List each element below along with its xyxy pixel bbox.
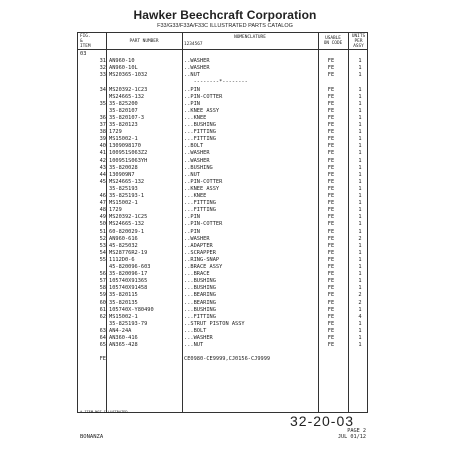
cell-units-per-assy: 1: [358, 150, 362, 157]
cell-usable-code: FE: [327, 221, 335, 228]
cell-item: 37: [99, 122, 106, 128]
cell-usable-code: FE: [327, 249, 335, 256]
col-part-number-header: PART NUMBER: [129, 39, 159, 44]
cell-usable-code: FE: [327, 157, 335, 164]
cell-item: 46: [99, 193, 106, 199]
cell-usable-code: FE: [327, 72, 335, 79]
cell-part-number: 35-820107-3: [109, 114, 145, 121]
cell-item: 33: [99, 72, 106, 79]
cell-nomenclature: ..PIN-COTTER: [184, 178, 223, 185]
cell-nomenclature: ..NUT: [184, 171, 200, 178]
cell-usable-code: FE: [327, 65, 335, 72]
cell-usable-code: FE: [327, 129, 335, 136]
cell-part-number: 105740X91458: [109, 285, 148, 292]
cell-nomenclature: ..PIN: [184, 100, 200, 107]
cell-part-number: 35-820135: [109, 299, 138, 306]
cell-part-number: 1729: [109, 207, 122, 214]
cell-nomenclature: ..STRUT PISTON ASSY: [184, 320, 245, 327]
cell-nomenclature: ...FITTING: [184, 200, 216, 207]
cell-item: 61: [99, 306, 106, 313]
cell-units-per-assy: 2: [358, 235, 362, 242]
cell-units-per-assy: 1: [358, 86, 362, 93]
cell-nomenclature: ...BUSHING: [184, 278, 216, 285]
cell-nomenclature: ..RING-SNAP: [184, 256, 220, 263]
cell-part-number: MS20392-1C23: [109, 86, 148, 93]
header-divider: [78, 49, 367, 50]
cell-nomenclature: ..PIN: [184, 228, 200, 235]
cell-nomenclature: ...BUSHING: [184, 306, 216, 313]
cell-units-per-assy: 1: [358, 221, 362, 228]
table-row: [78, 214, 369, 221]
cell-units-per-assy: 1: [358, 143, 362, 150]
cell-usable-code: FE: [327, 178, 335, 185]
cell-part-number: MS15002-1: [109, 136, 138, 143]
cell-item: 34: [99, 86, 106, 93]
cell-units-per-assy: 1: [358, 157, 362, 164]
cell-item: 48: [99, 207, 106, 214]
cell-item: 58: [99, 285, 106, 292]
cell-usable-code: FE: [327, 278, 335, 285]
table-row: [78, 101, 369, 108]
cell-units-per-assy: 1: [358, 256, 362, 263]
cell-units-per-assy: 1: [358, 93, 362, 100]
cell-units-per-assy: 1: [358, 122, 362, 128]
table-row: [78, 257, 369, 264]
cell-item: 53: [99, 242, 106, 249]
cell-usable-code: FE: [327, 242, 335, 249]
cell-part-number: AN365-428: [109, 342, 138, 349]
cell-units-per-assy: 1: [358, 65, 362, 72]
cell-part-number: AN960-616: [109, 235, 138, 242]
col-units-header: UNITS: [351, 34, 366, 39]
cell-item: 43: [99, 164, 106, 171]
cell-part-number: 45-825032: [109, 242, 138, 249]
cell-item: 50: [99, 221, 106, 228]
cell-part-number: 35-820115: [109, 292, 138, 299]
cell-item: 51: [99, 228, 106, 235]
table-row: [78, 87, 369, 94]
cell-nomenclature: ..PIN-COTTER: [184, 93, 223, 100]
table-row: [78, 229, 369, 236]
cell-nomenclature: ..BUSHING: [184, 164, 213, 171]
cell-item: 42: [99, 157, 106, 164]
cell-usable-code: FE: [327, 150, 335, 157]
cell-nomenclature: --------*--------: [184, 79, 248, 86]
table-row: [78, 165, 369, 172]
cell-part-number: 1112D0-6: [109, 256, 135, 263]
table-row: [78, 179, 369, 186]
table-row: [78, 250, 369, 257]
cell-usable-code: FE: [327, 292, 335, 299]
cell-units-per-assy: 2: [358, 292, 362, 299]
cell-item: 39: [99, 136, 106, 143]
cell-part-number: 100951S063Z2: [109, 150, 148, 157]
col-item-header: ITEM: [80, 44, 91, 49]
cell-part-number: 35-820028: [109, 164, 138, 171]
table-row: [78, 236, 369, 243]
cell-units-per-assy: 1: [358, 306, 362, 313]
cell-usable-code: FE: [327, 193, 335, 199]
cell-nomenclature: ..BOLT: [184, 143, 204, 150]
cell-units-per-assy: 1: [358, 193, 362, 199]
cell-units-per-assy: 1: [358, 242, 362, 249]
cell-nomenclature: ...NUT: [184, 342, 204, 349]
cell-part-number: 35-820107: [109, 107, 138, 114]
cell-part-number: 130909N7: [109, 171, 135, 178]
cell-part-number: 35-825193-1: [109, 193, 145, 199]
cell-usable-code: FE: [327, 114, 335, 121]
cell-item: 60: [99, 299, 106, 306]
table-row: [78, 186, 369, 193]
cell-usable-code: FE: [327, 185, 335, 192]
cell-units-per-assy: 1: [358, 264, 362, 270]
cell-usable-code: FE: [327, 214, 335, 221]
cell-nomenclature: CE0980-CE9999,CJ0156-CJ9999: [184, 356, 271, 363]
cell-item: 65: [99, 342, 106, 349]
cell-units-per-assy: 1: [358, 72, 362, 79]
cell-part-number: 105740X91365: [109, 278, 148, 285]
cell-usable-code: FE: [327, 136, 335, 143]
cell-item: 45: [99, 178, 106, 185]
cell-usable-code: FE: [327, 342, 335, 349]
cell-item: 64: [99, 335, 106, 341]
cell-item: 49: [99, 214, 106, 221]
cell-item: 54: [99, 249, 106, 256]
table-row: [78, 243, 369, 250]
indent-scale: 1234567: [184, 42, 203, 47]
cell-item: 63: [99, 327, 106, 334]
cell-item: 57: [99, 278, 106, 285]
cell-part-number: MS15002-1: [109, 313, 138, 320]
cell-usable-code: FE: [327, 207, 335, 214]
table-row: [78, 221, 369, 228]
cell-nomenclature: ..NUT: [184, 72, 200, 79]
cell-usable-code: FE: [327, 285, 335, 292]
table-row: [78, 122, 369, 129]
table-row: [78, 115, 369, 122]
cell-nomenclature: ...KNEE: [184, 114, 207, 121]
cell-units-per-assy: 1: [358, 249, 362, 256]
cell-part-number: 35-820096-17: [109, 271, 148, 278]
cell-part-number: MS24665-132: [109, 93, 145, 100]
table-row: [78, 207, 369, 214]
cell-units-per-assy: 1: [358, 185, 362, 192]
cell-nomenclature: ..WASHER: [184, 157, 210, 164]
col-fig-and: &: [80, 39, 83, 44]
cell-nomenclature: ...BEARING: [184, 299, 216, 306]
cell-nomenclature: ..WASHER: [184, 150, 210, 157]
cell-usable-code: FE: [327, 164, 335, 171]
cell-part-number: 1729: [109, 129, 122, 136]
cell-units-per-assy: 1: [358, 200, 362, 207]
cell-item: 31: [99, 58, 106, 65]
table-row: [78, 79, 369, 86]
cell-usable-code: FE: [327, 320, 335, 327]
cell-item: 32: [99, 65, 106, 72]
table-row: [78, 200, 369, 207]
cell-units-per-assy: 4: [358, 313, 362, 320]
cell-units-per-assy: 1: [358, 278, 362, 285]
cell-units-per-assy: 2: [358, 299, 362, 306]
table-row: [78, 129, 369, 136]
table-row: [78, 65, 369, 72]
col-per-header: PER: [354, 39, 363, 44]
table-row: [78, 72, 369, 79]
table-row: [78, 335, 369, 342]
catalog-subtitle: F33/G33/F33A/F33C ILLUSTRATED PARTS CATALOG: [157, 23, 293, 29]
col-nomenclature-header: NOMENCLATURE: [234, 35, 266, 40]
revision-date: JUL 01/12: [337, 434, 366, 440]
cell-nomenclature: ...BOLT: [184, 327, 207, 334]
cell-item: 47: [99, 200, 106, 207]
table-row: [78, 285, 369, 292]
cell-units-per-assy: 1: [358, 136, 362, 143]
cell-part-number: 35-820123: [109, 122, 138, 128]
cell-item: 41: [99, 150, 106, 157]
table-row: [78, 143, 369, 150]
cell-units-per-assy: 1: [358, 207, 362, 214]
cell-item: 35: [99, 100, 106, 107]
cell-units-per-assy: 1: [358, 271, 362, 278]
table-row: [78, 158, 369, 165]
cell-nomenclature: ...BRACE: [184, 271, 210, 278]
cell-units-per-assy: 1: [358, 114, 362, 121]
parts-table: [77, 32, 368, 413]
cell-nomenclature: ..PIN: [184, 86, 200, 93]
col-assy-header: ASSY: [353, 44, 364, 49]
cell-part-number: AN960-10: [109, 58, 135, 65]
cell-usable-code: FE: [327, 171, 335, 178]
cell-usable-code: FE: [327, 86, 335, 93]
table-row: [78, 51, 369, 58]
cell-nomenclature: ...FITTING: [184, 207, 216, 214]
cell-part-number: 100951S063YH: [109, 157, 148, 164]
cell-units-per-assy: 1: [358, 178, 362, 185]
cell-part-number: AN360-416: [109, 335, 138, 341]
table-row: [78, 94, 369, 101]
cell-nomenclature: ..WASHER: [184, 235, 210, 242]
cell-part-number: 35-825200: [109, 100, 138, 107]
cell-part-number: AN4-24A: [109, 327, 132, 334]
cell-usable-code: FE: [327, 256, 335, 263]
table-row: [78, 342, 369, 349]
cell-units-per-assy: 1: [358, 58, 362, 65]
cell-nomenclature: ...FITTING: [184, 313, 216, 320]
cell-units-per-assy: 1: [358, 171, 362, 178]
table-row: [78, 278, 369, 285]
table-row: [78, 328, 369, 335]
cell-usable-code: FE: [327, 122, 335, 128]
cell-item: 56: [99, 271, 106, 278]
cell-units-per-assy: 1: [358, 107, 362, 114]
cell-nomenclature: ..SCRAPPER: [184, 249, 216, 256]
cell-units-per-assy: 1: [358, 327, 362, 334]
cell-nomenclature: ...WASHER: [184, 335, 213, 341]
cell-nomenclature: ...FITTING: [184, 129, 216, 136]
cell-nomenclature: ..PIN: [184, 214, 200, 221]
cell-item: 59: [99, 292, 106, 299]
cell-part-number: MS24665-132: [109, 221, 145, 228]
footnote: * ITEM NOT ILLUSTRATED: [80, 410, 128, 414]
cell-part-number: 1309098170: [109, 143, 141, 150]
col-usable-header: USABLE: [325, 36, 341, 41]
cell-item: 40: [99, 143, 106, 150]
cell-usable-code: FE: [327, 100, 335, 107]
cell-part-number: MS28776R2-19: [109, 249, 148, 256]
table-row: [78, 193, 369, 200]
table-row: [78, 58, 369, 65]
cell-nomenclature: ..PIN-COTTER: [184, 221, 223, 228]
cell-nomenclature: ...BUSHING: [184, 285, 216, 292]
cell-units-per-assy: 1: [358, 164, 362, 171]
table-row: [78, 292, 369, 299]
col-usable-code-header: ON CODE: [323, 41, 343, 46]
cell-units-per-assy: 1: [358, 342, 362, 349]
table-row: [78, 356, 369, 363]
cell-usable-code: FE: [327, 200, 335, 207]
cell-nomenclature: ..ADAPTER: [184, 242, 213, 249]
cell-units-per-assy: 1: [358, 214, 362, 221]
cell-usable-code: FE: [327, 93, 335, 100]
table-row: [78, 349, 369, 356]
cell-nomenclature: ...BEARING: [184, 292, 216, 299]
cell-part-number: MS24665-132: [109, 178, 145, 185]
model-name: BONANZA: [80, 434, 104, 440]
cell-part-number: 105740X-Y80490: [109, 306, 154, 313]
cell-item: 55: [99, 256, 106, 263]
section-number: 32-20-03: [290, 413, 355, 429]
cell-units-per-assy: 1: [358, 335, 362, 341]
cell-usable-code: FE: [327, 143, 335, 150]
table-row: [78, 321, 369, 328]
col-fig-header: FIG.: [80, 34, 91, 39]
cell-usable-code: FE: [327, 327, 335, 334]
cell-usable-code: FE: [327, 264, 335, 270]
cell-part-number: 35-825193: [109, 185, 138, 192]
page-title: Hawker Beechcraft Corporation: [133, 8, 317, 22]
table-row: [78, 108, 369, 115]
cell-part-number: MS20392-1C25: [109, 214, 148, 221]
cell-nomenclature: ...KNEE: [184, 193, 207, 199]
cell-usable-code: FE: [327, 58, 335, 65]
table-row: [78, 136, 369, 143]
table-row: [78, 172, 369, 179]
cell-part-number: 35-825193-79: [109, 320, 148, 327]
cell-units-per-assy: 1: [358, 100, 362, 107]
cell-part-number: 60-820029-1: [109, 228, 145, 235]
cell-usable-code: FE: [327, 235, 335, 242]
cell-item: FE: [99, 356, 106, 363]
cell-nomenclature: ..KNEE ASSY: [184, 107, 220, 114]
cell-usable-code: FE: [327, 306, 335, 313]
cell-units-per-assy: 1: [358, 129, 362, 136]
cell-part-number: MS15002-1: [109, 200, 138, 207]
cell-nomenclature: ..WASHER: [184, 65, 210, 72]
cell-usable-code: FE: [327, 107, 335, 114]
cell-usable-code: FE: [327, 299, 335, 306]
table-row: [78, 271, 369, 278]
cell-usable-code: FE: [327, 228, 335, 235]
cell-nomenclature: ..BRACE ASSY: [184, 264, 223, 270]
cell-units-per-assy: 1: [358, 320, 362, 327]
cell-usable-code: FE: [327, 313, 335, 320]
table-row: [78, 150, 369, 157]
cell-part-number: AN960-10L: [109, 65, 138, 72]
cell-units-per-assy: 1: [358, 228, 362, 235]
cell-part-number: 45-820096-603: [109, 264, 151, 270]
table-row: [78, 264, 369, 271]
cell-nomenclature: ..WASHER: [184, 58, 210, 65]
cell-nomenclature: ...BUSHING: [184, 122, 216, 128]
cell-fig: 03: [80, 51, 87, 57]
cell-usable-code: FE: [327, 335, 335, 341]
table-row: [78, 300, 369, 307]
cell-item: 52: [99, 235, 106, 242]
table-row: [78, 314, 369, 321]
cell-nomenclature: ..KNEE ASSY: [184, 185, 220, 192]
cell-item: 36: [99, 114, 106, 121]
cell-part-number: MS20365-1032: [109, 72, 148, 79]
page-number: PAGE 2: [347, 428, 366, 434]
cell-item: 44: [99, 171, 106, 178]
cell-nomenclature: ...FITTING: [184, 136, 216, 143]
cell-item: 62: [99, 313, 106, 320]
cell-item: 38: [99, 129, 106, 136]
table-row: [78, 307, 369, 314]
cell-usable-code: FE: [327, 271, 335, 278]
cell-units-per-assy: 1: [358, 285, 362, 292]
